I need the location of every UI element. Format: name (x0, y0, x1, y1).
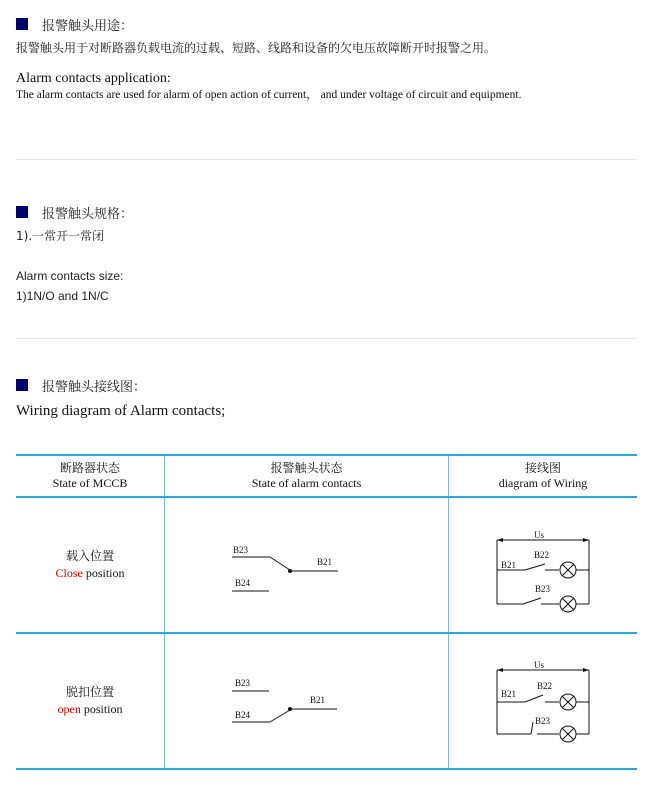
svg-text:B23: B23 (233, 545, 249, 555)
wiring-heading: 报警触头接线图： (42, 379, 147, 395)
size-cn-text: 1).一常开一常闭 (16, 229, 105, 243)
svg-text:B23: B23 (235, 678, 251, 688)
svg-text:B22: B22 (537, 681, 553, 691)
divider (16, 159, 636, 160)
wiring-en-title: Wiring diagram of Alarm contacts; (16, 403, 226, 419)
wiring-close-diagram (449, 497, 638, 633)
table-row (16, 633, 637, 769)
svg-text:Us: Us (534, 660, 545, 670)
size-en-title: Alarm contacts size: (16, 269, 124, 283)
section-heading (16, 202, 636, 222)
bullet-square-icon (16, 206, 28, 218)
svg-text:B21: B21 (310, 695, 326, 705)
section-application (16, 14, 636, 103)
application-en-text: The alarm contacts are used for alarm of open action of current， and under voltage of circuit and equipment. (16, 89, 522, 101)
svg-text:B24: B24 (235, 578, 251, 588)
wiring-open-diagram (449, 633, 638, 769)
contact-open-diagram (165, 633, 449, 769)
divider (16, 338, 636, 339)
header-mccb-state: 断路器状态 State of MCCB (16, 455, 165, 497)
svg-text:B23: B23 (535, 584, 551, 594)
state-open-cell: 脱扣位置 open position (16, 633, 165, 769)
contact-close-diagram (165, 497, 449, 633)
section-heading (16, 375, 636, 395)
section-heading (16, 14, 636, 34)
wiring-table (16, 454, 637, 770)
size-en-text: 1)1N/O and 1N/C (16, 289, 109, 303)
state-close-cell: 载入位置 Close position (16, 497, 165, 633)
bullet-square-icon (16, 379, 28, 391)
svg-text:B21: B21 (501, 689, 517, 699)
svg-text:B21: B21 (317, 557, 333, 567)
table-row (16, 497, 637, 633)
header-contact-state: 报警触头状态 State of alarm contacts (165, 455, 449, 497)
svg-text:B23: B23 (535, 716, 551, 726)
svg-text:Us: Us (534, 530, 545, 540)
header-wiring: 接线图 diagram of Wiring (449, 455, 638, 497)
bullet-square-icon (16, 18, 28, 30)
application-en-title: Alarm contacts application: (16, 71, 171, 86)
application-cn-text: 报警触头用于对断路器负载电流的过载、短路、线路和设备的欠电压故障断开时报警之用。 (16, 41, 497, 55)
svg-text:B24: B24 (235, 710, 251, 720)
size-heading: 报警触头规格： (42, 206, 134, 222)
section-size (16, 202, 636, 303)
application-heading: 报警触头用途： (42, 18, 134, 34)
svg-text:B22: B22 (534, 550, 550, 560)
svg-text:B21: B21 (501, 560, 517, 570)
section-wiring (16, 375, 636, 420)
